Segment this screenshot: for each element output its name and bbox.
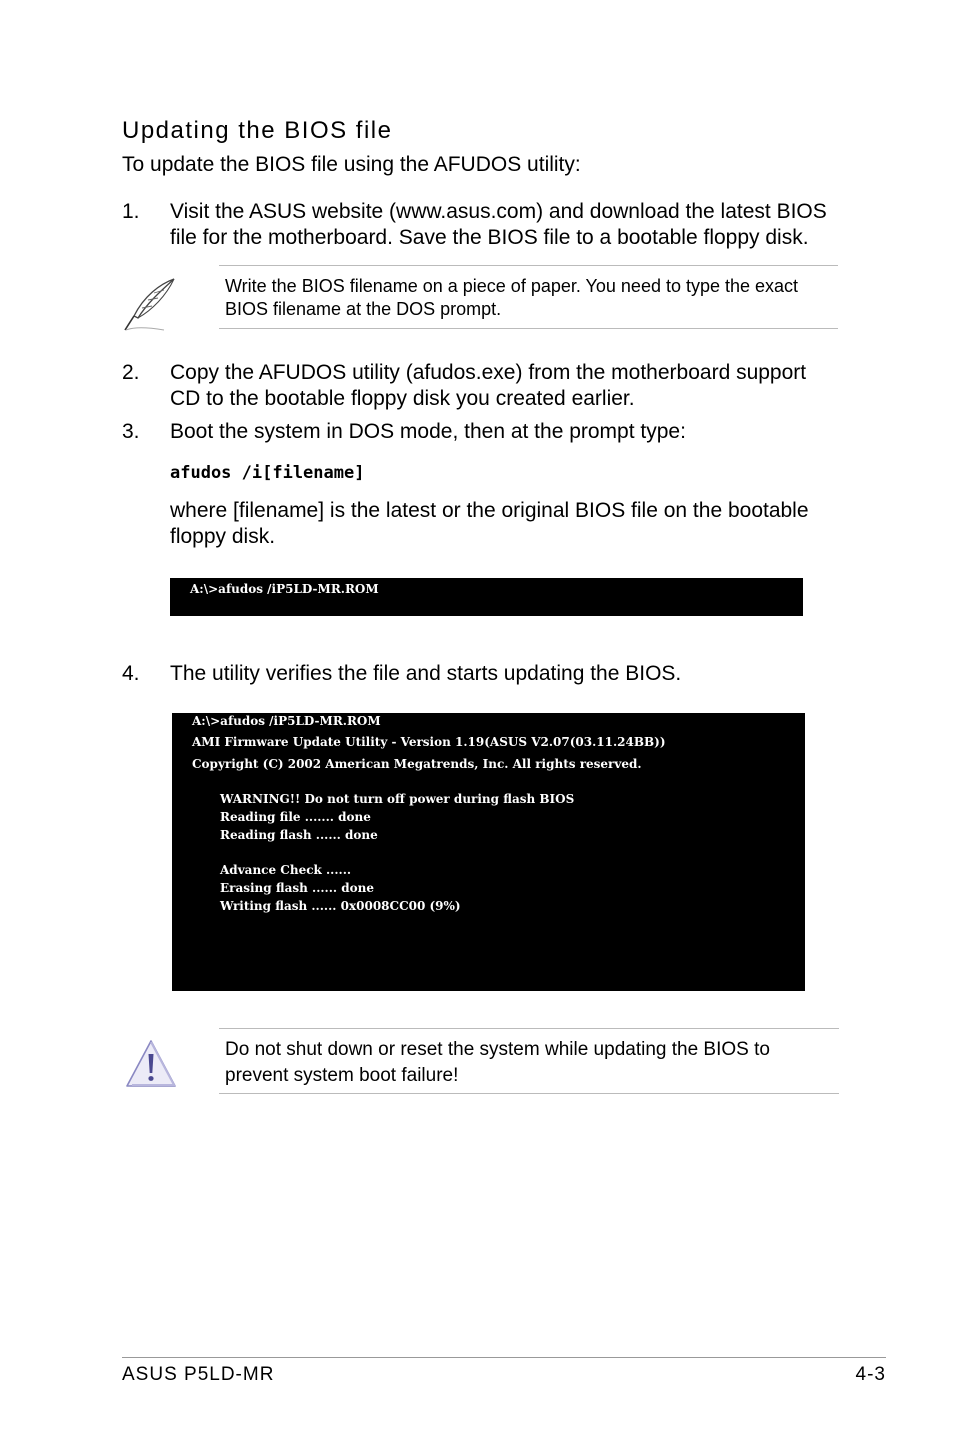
terminal-line: Reading file ....... done — [220, 810, 371, 824]
terminal-line: Erasing flash ...... done — [220, 881, 375, 895]
terminal-line: Advance Check ...... — [220, 863, 352, 877]
where-text: where [filename] is the latest or the original BIOS file on the bootable floppy disk. — [170, 499, 809, 548]
terminal-line: Writing flash ...... 0x0008CC00 (9%) — [220, 899, 461, 913]
warning-box — [219, 1028, 839, 1094]
feather-pen-icon — [122, 276, 180, 334]
footer-product-name: ASUS P5LD-MR — [122, 1364, 275, 1385]
footer-page-number: 4-3 — [855, 1364, 886, 1385]
note-box — [219, 265, 838, 329]
step-3-number: 3. — [122, 420, 140, 443]
step-2-text: Copy the AFUDOS utility (afudos.exe) from the motherboard support CD to the bootable floppy disk you created earlier. — [170, 361, 807, 410]
terminal-command-box — [170, 578, 803, 616]
note-text: Write the BIOS filename on a piece of paper. You need to type the exact BIOS filename at the DOS prompt. — [225, 276, 799, 319]
section-title: Updating the BIOS file — [122, 117, 393, 144]
terminal-line: AMI Firmware Update Utility - Version 1.19(ASUS V2.07(03.11.24BB)) — [192, 735, 666, 749]
terminal-line: Reading flash ...... done — [220, 828, 378, 842]
step-4-text: The utility verifies the file and starts updating the BIOS. — [170, 662, 682, 685]
terminal-line: A:\>afudos /iP5LD-MR.ROM — [192, 714, 381, 728]
terminal-line: A:\>afudos /iP5LD-MR.ROM — [190, 582, 379, 596]
terminal-line: WARNING!! Do not turn off power during flash BIOS — [220, 792, 575, 806]
terminal-output-box — [172, 713, 805, 991]
command-text: afudos /i[filename] — [170, 463, 365, 483]
terminal-line: Copyright (C) 2002 American Megatrends, Inc. All rights reserved. — [192, 757, 642, 771]
warning-triangle-icon — [124, 1038, 178, 1090]
step-3-text: Boot the system in DOS mode, then at the prompt type: — [170, 420, 686, 443]
footer-divider — [122, 1357, 886, 1358]
step-4-number: 4. — [122, 662, 140, 685]
step-2-number: 2. — [122, 361, 140, 384]
warning-text: Do not shut down or reset the system while updating the BIOS to prevent system boot failure! — [225, 1039, 770, 1086]
step-1-text: Visit the ASUS website (www.asus.com) and download the latest BIOS file for the motherboard. Save the BIOS file to a bootable floppy disk. — [170, 200, 827, 249]
intro-text: To update the BIOS file using the AFUDOS utility: — [122, 153, 581, 176]
step-1-number: 1. — [122, 200, 140, 223]
